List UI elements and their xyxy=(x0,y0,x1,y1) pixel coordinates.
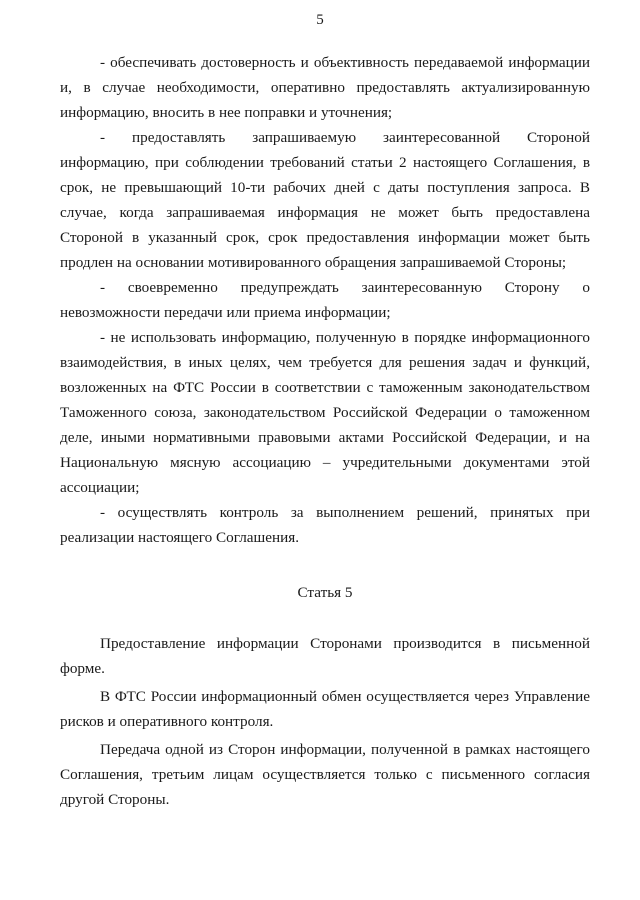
list-item: - не использовать информацию, полученную в порядке информационного взаимодействия, в иных целях, чем требуется для решения задач и функций, возложенных на ФТС России в соответствии с таможенным законодательством Таможенного союза, законодательством Российской Федерации о таможенном деле, иными нормативными правовыми актами Российской Федерации, и на Национальную мясную ассоциацию – учредительными документами этой ассоциации; xyxy=(60,329,590,496)
article-heading: Статья 5 xyxy=(297,584,353,601)
article-paragraph: Предоставление информации Сторонами производится в письменной форме. xyxy=(60,635,590,677)
article-paragraph: В ФТС России информационный обмен осуществляется через Управление рисков и оперативного контроля. xyxy=(60,688,590,730)
list-item: - обеспечивать достоверность и объективность передаваемой информации и, в случае необходимости, оперативно предоставлять актуализированную информацию, вносить в нее поправки и уточнения; xyxy=(60,54,590,121)
list-item: - предоставлять запрашиваемую заинтересованной Стороной информацию, при соблюдении требований статьи 2 настоящего Соглашения, в срок, не превышающий 10-ти рабочих дней с даты поступления запроса. В случае, когда запрашиваемая информация не может быть предоставлена Стороной в указанный срок, срок предоставления информации может быть продлен на основании мотивированного обращения запрашиваемой Стороны; xyxy=(60,129,590,271)
list-item: - своевременно предупреждать заинтересованную Сторону о невозможности передачи или приема информации; xyxy=(60,279,590,321)
document-body xyxy=(60,50,590,812)
article-paragraph: Передача одной из Сторон информации, полученной в рамках настоящего Соглашения, третьим лицам осуществляется только с письменного согласия другой Стороны. xyxy=(60,741,590,808)
list-item: - осуществлять контроль за выполнением решений, принятых при реализации настоящего Соглашения. xyxy=(60,504,590,546)
page-number: 5 xyxy=(316,12,324,28)
